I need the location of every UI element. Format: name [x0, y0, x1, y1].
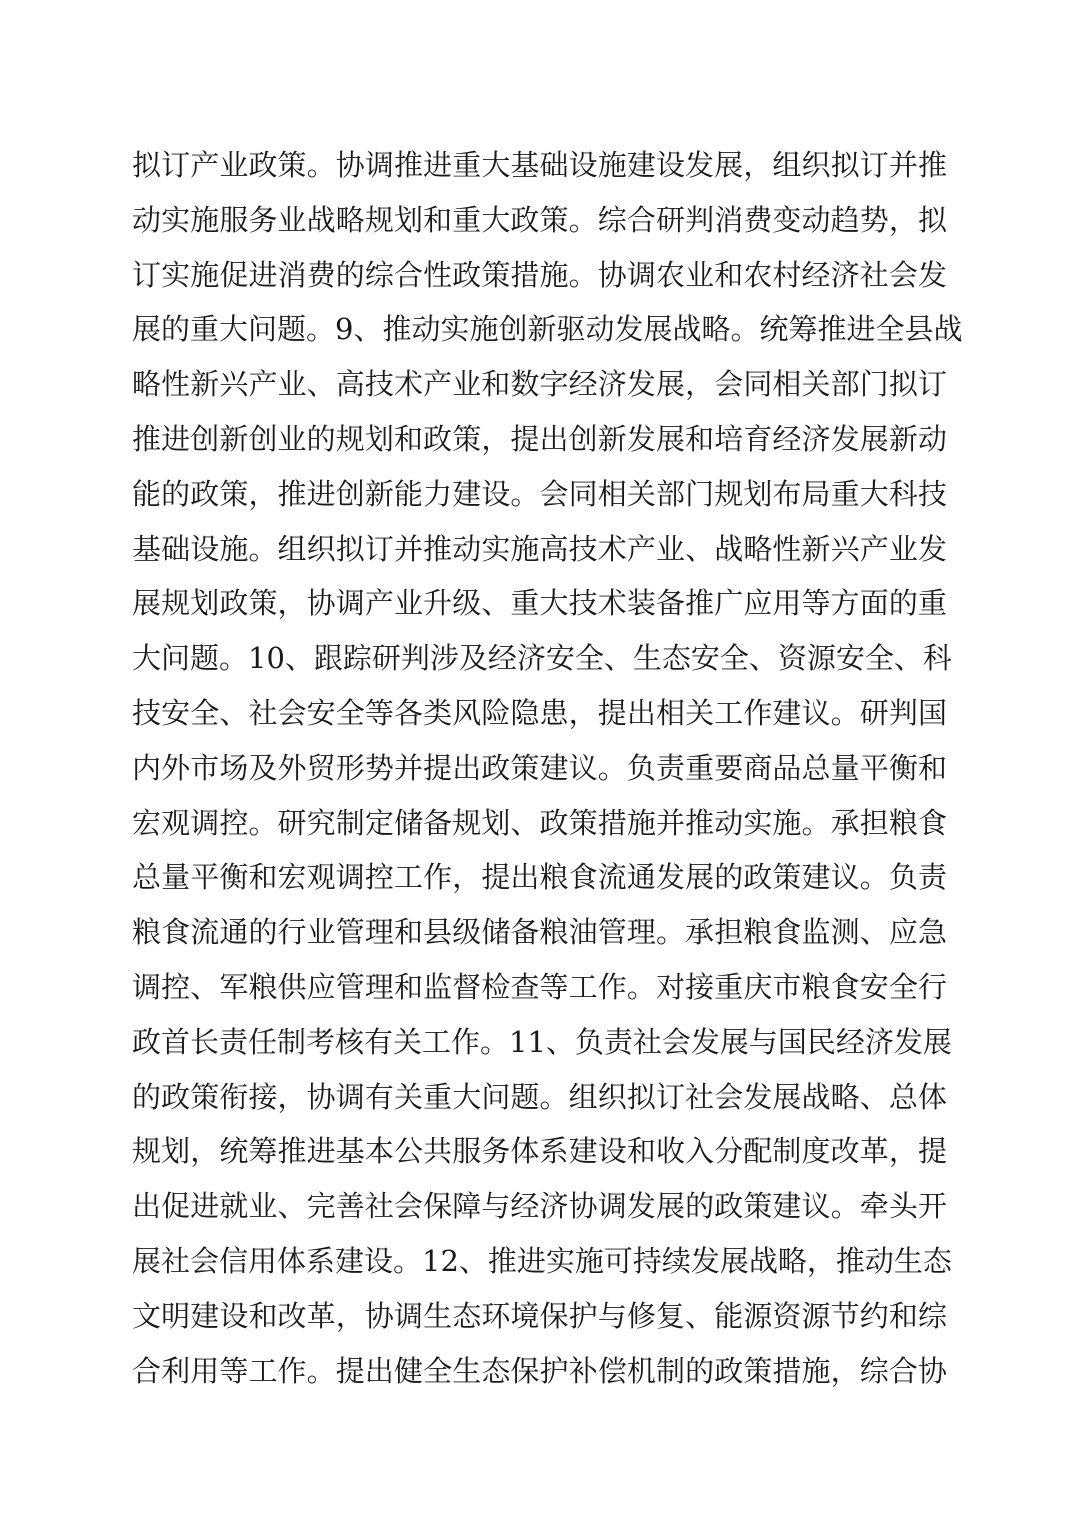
text-line: 总量平衡和宏观调控工作，提出粮食流通发展的政策建议。负责 — [132, 860, 947, 895]
text-line: 粮食流通的行业管理和县级储备粮油管理。承担粮食监测、应急 — [132, 915, 947, 950]
text-line: 展社会信用体系建设。12、推进实施可持续发展战略，推动生态 — [132, 1243, 952, 1278]
text-line: 推进创新创业的规划和政策，提出创新发展和培育经济发展新动 — [132, 421, 947, 456]
text-line: 文明建设和改革，协调生态环境保护与修复、能源资源节约和综 — [132, 1298, 947, 1333]
text-line: 拟订产业政策。协调推进重大基础设施建设发展，组织拟订并推 — [132, 148, 947, 182]
text-line: 内外市场及外贸形势并提出政策建议。负责重要商品总量平衡和 — [132, 750, 947, 785]
text-line: 略性新兴产业、高技术产业和数字经济发展，会同相关部门拟订 — [132, 367, 947, 402]
text-line: 合利用等工作。提出健全生态保护补偿机制的政策措施，综合协 — [132, 1353, 947, 1388]
text-line: 的政策衔接，协调有关重大问题。组织拟订社会发展战略、总体 — [132, 1079, 947, 1114]
text-line: 调控、军粮供应管理和监督检查等工作。对接重庆市粮食安全行 — [132, 969, 947, 1004]
text-line: 宏观调控。研究制定储备规划、政策措施并推动实施。承担粮食 — [132, 805, 947, 840]
text-line: 展规划政策，协调产业升级、重大技术装备推广应用等方面的重 — [132, 586, 947, 621]
text-line: 大问题。10、跟踪研判涉及经济安全、生态安全、资源安全、科 — [132, 641, 952, 676]
text-line: 技安全、社会安全等各类风险隐患，提出相关工作建议。研判国 — [132, 695, 947, 730]
text-line: 能的政策，推进创新能力建设。会同相关部门规划布局重大科技 — [132, 476, 947, 511]
text-line: 出促进就业、完善社会保障与经济协调发展的政策建议。牵头开 — [132, 1189, 947, 1224]
text-line: 政首长责任制考核有关工作。11、负责社会发展与国民经济发展 — [132, 1024, 952, 1059]
text-line: 订实施促进消费的综合性政策措施。协调农业和农村经济社会发 — [132, 257, 947, 292]
text-line: 动实施服务业战略规划和重大政策。综合研判消费变动趋势，拟 — [132, 202, 947, 237]
text-line: 基础设施。组织拟订并推动实施高技术产业、战略性新兴产业发 — [132, 531, 947, 566]
text-line: 规划，统筹推进基本公共服务体系建设和收入分配制度改革，提 — [132, 1134, 947, 1169]
body-text — [132, 138, 963, 1398]
text-line: 展的重大问题。9、推动实施创新驱动发展战略。统筹推进全县战 — [132, 312, 963, 347]
